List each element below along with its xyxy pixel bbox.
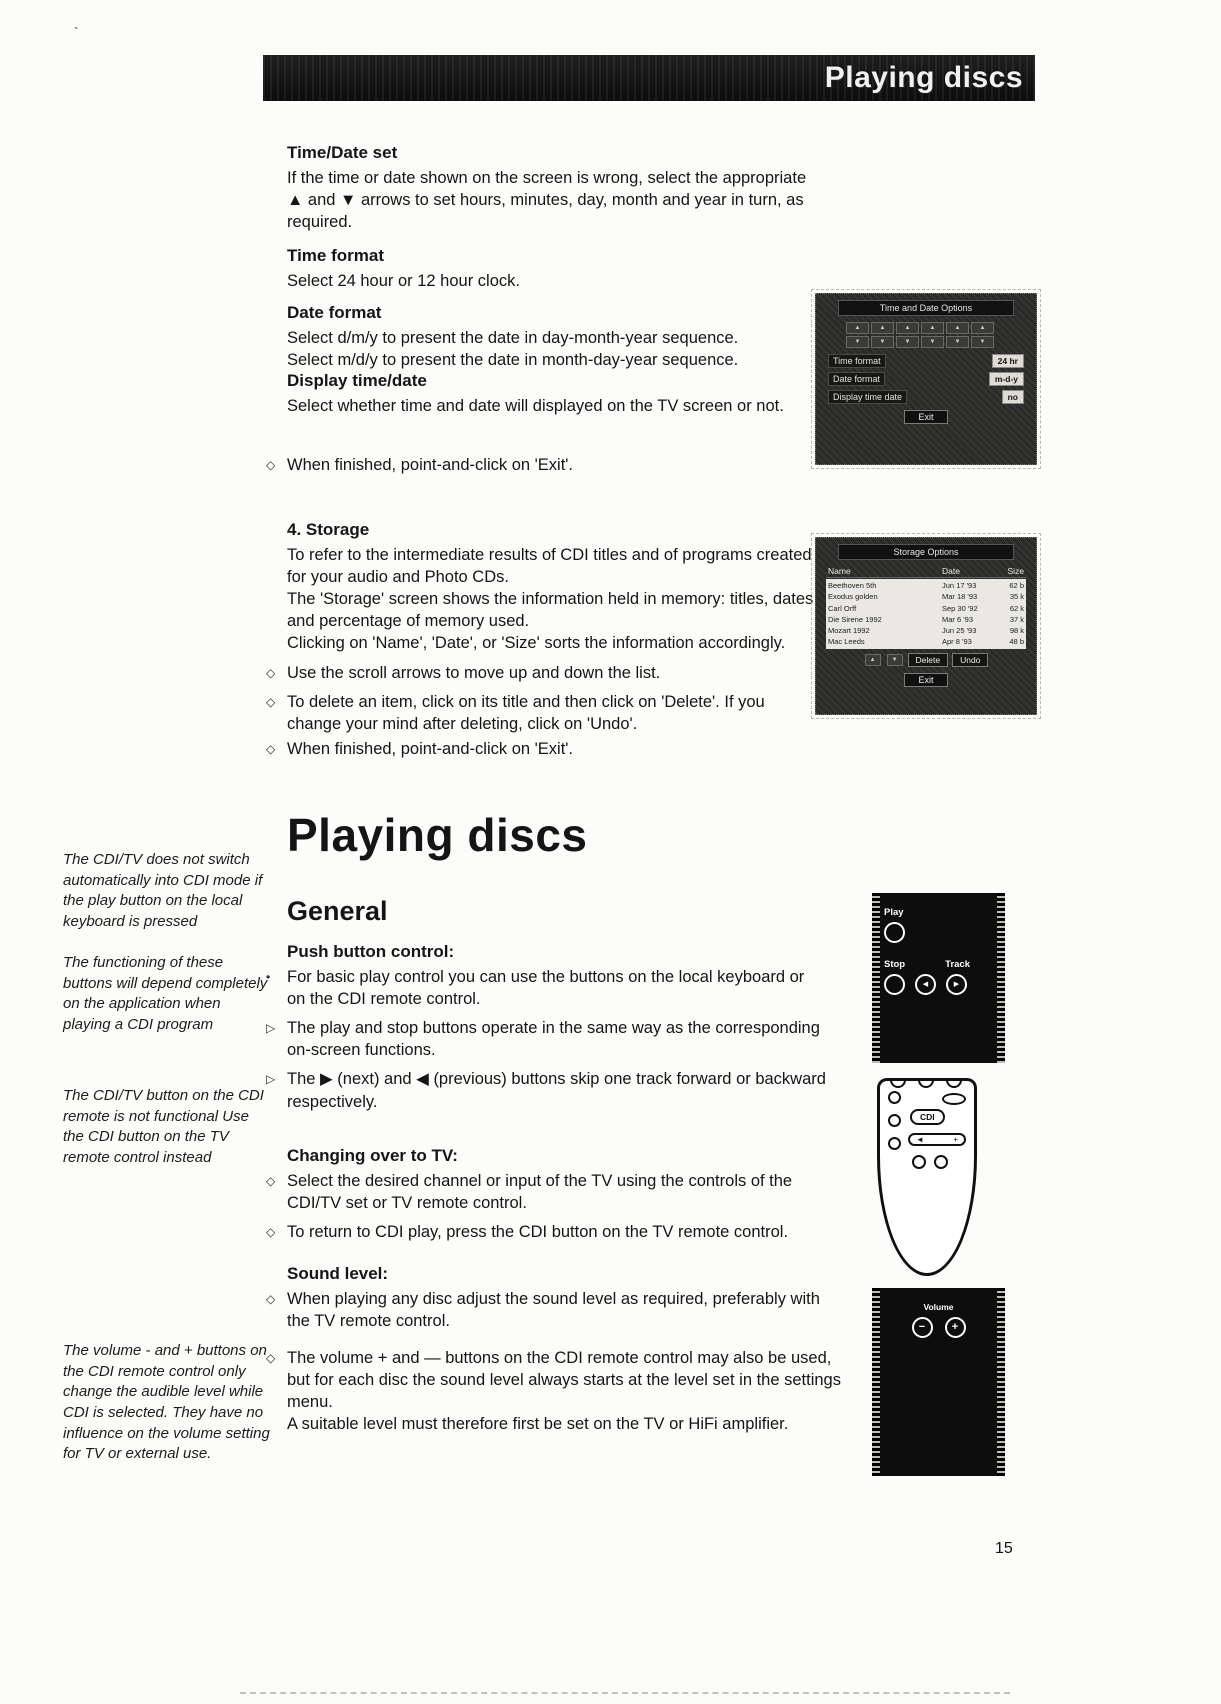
cell-date: Mar 6 '93 [942, 614, 974, 624]
up-arrow-icon: ▲ [846, 322, 869, 334]
section-heading: General [287, 896, 388, 926]
list-text: The ▶ (next) and ◀ (previous) buttons skip one track forward or backward respectively. [287, 1070, 826, 1111]
up-arrow-icon: ▲ [896, 322, 919, 334]
section-time-date-set [287, 143, 815, 233]
dialog-row-value: 24 hr [992, 354, 1024, 368]
margin-note-cdi-button: The CDI/TV button on the CDI remote is not functional Use the CDI button on the TV remote control instead [63, 1087, 264, 1167]
list-text: When finished, point-and-click on 'Exit'. [287, 740, 574, 758]
list-text: When finished, point-and-click on 'Exit'. [287, 456, 574, 474]
up-arrow-icon: ▲ [946, 322, 969, 334]
remote-button-icon [890, 1078, 906, 1088]
dialog-row-value: no [1002, 390, 1024, 404]
next-glyph: ▶ [953, 981, 960, 988]
list-item [266, 1017, 827, 1061]
undo-button: Undo [952, 653, 988, 667]
dialog-row-label: Time format [828, 354, 886, 368]
down-arrow-icon: ▼ [896, 336, 919, 348]
dialog-exit-button: Exit [904, 410, 948, 424]
list-marker: • [266, 970, 271, 984]
remote-button-icon [942, 1093, 966, 1105]
list-text: Select the desired channel or input of the TV using the controls of the CDI/TV set or TV remote control. [287, 1172, 793, 1213]
section-heading: Sound level: [287, 1264, 389, 1283]
margin-note-button-function: The functioning of these buttons will depend completely on the application when playing a CDI program [63, 954, 268, 1034]
volume-label: Volume [923, 1302, 954, 1312]
list-item [266, 738, 815, 760]
list-marker: ◇ [266, 1292, 276, 1306]
remote-button-icon [888, 1137, 901, 1150]
list-item [266, 1347, 852, 1435]
page-header-bar [263, 55, 1035, 101]
section-storage [266, 520, 815, 735]
down-arrow-icon: ▼ [871, 336, 894, 348]
page-header-title: Playing discs [824, 61, 1023, 94]
scan-artifact-line [240, 1692, 1010, 1694]
section-general [287, 896, 815, 927]
figure-volume-panel [872, 1288, 1005, 1476]
list-item [266, 1170, 847, 1214]
previous-glyph: ◀ [922, 981, 929, 988]
section-body: Select d/m/y to present the date in day-month-year sequence. Select m/d/y to present the date in month-day-year sequence. [287, 329, 739, 370]
stop-button-icon [884, 974, 905, 995]
chapter-title [287, 808, 815, 862]
volume-plus-icon [945, 1317, 966, 1338]
section-heading: Time format [287, 246, 384, 265]
dialog-exit-button: Exit [904, 673, 948, 687]
next-track-icon [946, 974, 967, 995]
track-label: Track [945, 959, 970, 970]
cell-name: Beethoven 5th [828, 581, 877, 590]
cell-size: 98 k [1009, 626, 1024, 635]
scan-artifact-mark: ` [74, 24, 79, 40]
dialog-row-value: m-d-y [989, 372, 1024, 386]
cell-size: 62 k [1009, 603, 1024, 613]
section-sound-level [266, 1264, 842, 1332]
cell-size: 62 b [1009, 581, 1024, 590]
section-body: Select 24 hour or 12 hour clock. [287, 272, 520, 290]
margin-note-cditv-switch: The CDI/TV does not switch automatically into CDI mode if the play button on the local keyboard is pressed [63, 851, 263, 931]
previous-track-icon [915, 974, 936, 995]
up-arrow-icon: ▲ [971, 322, 994, 334]
volume-minus-icon [912, 1317, 933, 1338]
list-text: The play and stop buttons operate in the same way as the corresponding on-screen functions. [287, 1019, 820, 1060]
section-body: Select whether time and date will displayed on the TV screen or not. [287, 397, 784, 415]
section-heading: 4. Storage [287, 520, 370, 539]
list-marker: ◇ [266, 1225, 276, 1240]
dialog-arrow-buttons [845, 321, 1007, 349]
section-time-format [287, 246, 815, 292]
list-marker: ▷ [266, 1021, 276, 1036]
list-item [266, 1288, 842, 1332]
cell-date: Apr 8 '93 [942, 637, 972, 647]
remote-button-icon [946, 1078, 962, 1088]
play-label: Play [884, 907, 904, 918]
cell-name: Mozart 1992 [828, 626, 870, 635]
column-header-date: Date [942, 566, 960, 576]
up-arrow-icon: ▲ [921, 322, 944, 334]
dialog-row-time-format [828, 354, 1024, 368]
list-item [266, 1068, 827, 1112]
note-exit-1 [266, 447, 815, 476]
table-row [828, 625, 1024, 636]
chapter-title-text: Playing discs [287, 809, 588, 861]
section-heading: Display time/date [287, 371, 427, 390]
play-button-icon [884, 922, 905, 943]
panel-rib-right [997, 1288, 1005, 1476]
dialog-title: Storage Options [838, 544, 1014, 560]
list-text: To delete an item, click on its title and then click on 'Delete'. If you change your mind after deleting, click on 'Undo'. [287, 692, 765, 733]
dialog-row-display-time-date [828, 390, 1024, 404]
panel-rib-right [997, 893, 1005, 1063]
dialog-row-label: Date format [828, 372, 885, 386]
list-marker: ◇ [266, 665, 276, 680]
list-marker: ◇ [266, 1351, 276, 1365]
section-body: If the time or date shown on the screen is wrong, select the appropriate ▲ and ▼ arrows to set hours, minutes, day, month and year in turn, as required. [287, 169, 807, 232]
remote-button-icon [888, 1114, 901, 1127]
list-marker: ◇ [266, 1174, 276, 1188]
cell-name: Exodus golden [828, 592, 878, 602]
section-heading: Push button control: [287, 942, 455, 961]
panel-rib-left [872, 1288, 880, 1476]
plus-glyph: + [951, 1321, 959, 1333]
list-text: Use the scroll arrows to move up and down the list. [287, 663, 661, 682]
rocker-plus-icon: + [953, 1135, 958, 1144]
section-sound-level-volume [266, 1340, 852, 1435]
down-arrow-icon: ▼ [921, 336, 944, 348]
list-text [287, 1347, 852, 1435]
list-item [266, 966, 827, 1010]
storage-column-headers [826, 565, 1026, 578]
list-item [266, 1221, 847, 1243]
table-row [828, 591, 1024, 602]
section-heading: Date format [287, 303, 382, 322]
volume-rocker-icon [908, 1133, 966, 1146]
cdi-button: CDI [910, 1109, 945, 1125]
cell-name: Die Sirene 1992 [828, 614, 882, 624]
cell-size: 37 k [1009, 614, 1024, 624]
note-exit-2 [266, 731, 815, 760]
figure-keyboard-panel [872, 893, 1005, 1063]
rocker-speaker-icon: ◄ [916, 1135, 924, 1144]
minus-glyph: − [918, 1321, 926, 1333]
cell-date: Mar 18 '93 [942, 592, 978, 602]
section-display-time-date [287, 371, 815, 417]
keyboard-buttons [884, 974, 993, 995]
volume-panel-inner [884, 1294, 993, 1470]
table-row [828, 636, 1024, 647]
list-marker: ◇ [266, 694, 276, 709]
scroll-down-icon: ▼ [887, 654, 903, 666]
delete-button: Delete [908, 653, 949, 667]
list-text-line: A suitable level must therefore first be set on the TV or HiFi amplifier. [287, 1415, 789, 1434]
stop-label: Stop [884, 959, 906, 970]
list-marker: ◇ [266, 458, 276, 472]
dialog-title: Time and Date Options [838, 300, 1014, 316]
dialog-row-label: Display time date [828, 390, 907, 404]
volume-buttons [884, 1317, 993, 1338]
scroll-up-icon: ▲ [865, 654, 881, 666]
section-body-line: The 'Storage' screen shows the information held in memory: titles, dates and percentage of memory used. [287, 590, 814, 631]
list-text: For basic play control you can use the buttons on the local keyboard or on the CDI remote control. [287, 968, 805, 1009]
panel-rib-left [872, 893, 880, 1063]
list-item [266, 691, 815, 735]
remote-button-icon [912, 1155, 926, 1169]
storage-list [826, 579, 1026, 649]
section-changing-over-to-tv [266, 1146, 847, 1243]
list-marker: ◇ [266, 742, 276, 756]
storage-controls [824, 653, 1028, 667]
figure-remote-control [877, 1078, 977, 1276]
cell-name: Carl Orff [828, 603, 857, 613]
keyboard-panel-inner [884, 899, 993, 1057]
up-arrow-icon: ▲ [871, 322, 894, 334]
section-date-format [287, 303, 815, 371]
list-item [266, 662, 815, 684]
figure-time-date-options-screenshot [815, 293, 1037, 465]
dialog-row-date-format [828, 372, 1024, 386]
list-text: When playing any disc adjust the sound level as required, preferably with the TV remote control. [287, 1290, 820, 1331]
cell-size: 48 b [1009, 637, 1024, 647]
column-header-size: Size [1007, 566, 1024, 576]
down-arrow-icon: ▼ [846, 336, 869, 348]
table-row [828, 603, 1024, 614]
table-row [828, 580, 1024, 591]
section-body-line: Clicking on 'Name', 'Date', or 'Size' sorts the information accordingly. [287, 634, 786, 653]
margin-note-volume-buttons: The volume - and + buttons on the CDI remote control only change the audible level while CDI is selected. They have no influence on the volume setting for TV or external use. [63, 1342, 270, 1463]
down-arrow-icon: ▼ [971, 336, 994, 348]
section-push-button-control [266, 942, 827, 1113]
figure-storage-options-screenshot [815, 537, 1037, 715]
cell-size: 35 k [1009, 592, 1024, 602]
keyboard-labels [884, 959, 970, 970]
cell-date: Jun 17 '93 [942, 581, 977, 590]
section-heading: Changing over to TV: [287, 1146, 458, 1165]
list-text-line: The volume + and — buttons on the CDI remote control may also be used, but for each disc the sound level always starts at the level set in the settings menu. [287, 1349, 841, 1412]
remote-button-icon [934, 1155, 948, 1169]
list-text: To return to CDI play, press the CDI button on the TV remote control. [287, 1223, 789, 1242]
cell-name: Mac Leeds [828, 637, 865, 647]
cell-date: Sep 30 '92 [942, 603, 978, 613]
table-row [828, 614, 1024, 625]
column-header-name: Name [828, 566, 851, 576]
remote-button-icon [888, 1091, 901, 1104]
section-body-line: To refer to the intermediate results of CDI titles and of programs created for your audio and Photo CDs. [287, 546, 812, 587]
cell-date: Jun 25 '93 [942, 626, 977, 635]
section-heading: Time/Date set [287, 143, 398, 162]
down-arrow-icon: ▼ [946, 336, 969, 348]
remote-button-icon [918, 1078, 934, 1088]
list-item [266, 454, 815, 476]
page-number: 15 [995, 1540, 1013, 1557]
list-marker: ▷ [266, 1072, 276, 1087]
